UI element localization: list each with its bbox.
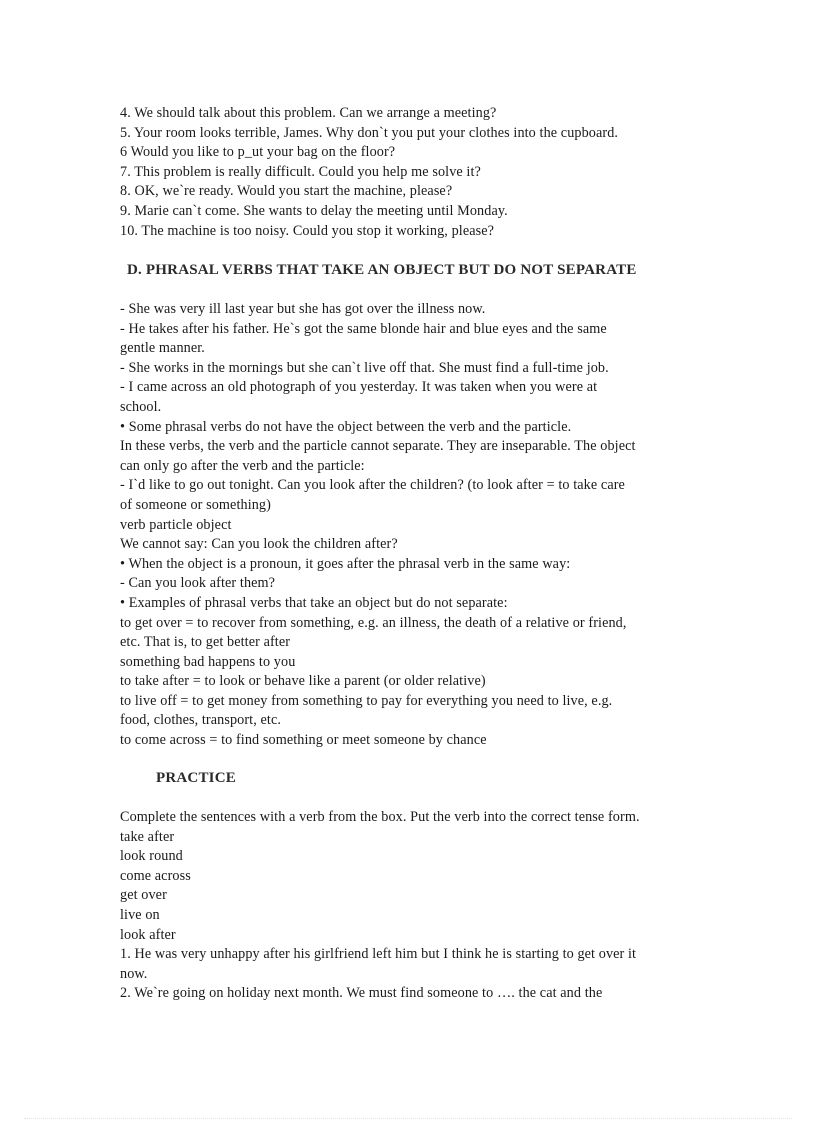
section-d-text-line: school. <box>120 398 162 415</box>
practice-text-line: now. <box>120 965 148 982</box>
exercise-sentence-line: 5. Your room looks terrible, James. Why don`t you put your clothes into the cupboard. <box>120 124 619 141</box>
practice-text-line: look round <box>120 848 183 865</box>
section-d-text-line: of someone or something) <box>120 496 271 513</box>
exercise-c-sentences <box>120 104 720 241</box>
section-d-text-line: etc. That is, to get better after <box>120 634 291 651</box>
section-d-text-line: can only go after the verb and the particle: <box>120 457 365 474</box>
exercise-sentence-line: 10. The machine is too noisy. Could you stop it working, please? <box>120 222 495 239</box>
section-d-text-line: - Can you look after them? <box>120 575 276 592</box>
practice-text-line: get over <box>120 887 167 904</box>
practice-text-line: take after <box>120 828 175 845</box>
section-d-text-line: to take after = to look or behave like a parent (or older relative) <box>120 673 486 690</box>
section-d-text-line: • When the object is a pronoun, it goes after the phrasal verb in the same way: <box>120 555 571 572</box>
section-d-text-line: - I came across an old photograph of you yesterday. It was taken when you were at <box>120 379 598 396</box>
section-d-text-line: verb particle object <box>120 516 232 533</box>
section-d-text-line: gentle manner. <box>120 340 205 357</box>
section-d-text-line: - I`d like to go out tonight. Can you look after the children? (to look after = to take care <box>120 477 625 494</box>
section-d-text-line: • Some phrasal verbs do not have the object between the verb and the particle. <box>120 418 572 435</box>
section-d-text-line: to live off = to get money from something to pay for everything you need to live, e.g. <box>120 692 613 709</box>
practice-heading: PRACTICE <box>156 770 236 786</box>
section-d-text-line: - He takes after his father. He`s got the same blonde hair and blue eyes and the same <box>120 320 607 337</box>
section-d-text-line: In these verbs, the verb and the particle cannot separate. They are inseparable. The object <box>120 438 636 455</box>
section-d-text-line: - She was very ill last year but she has got over the illness now. <box>120 301 486 317</box>
practice-body <box>120 808 720 1004</box>
section-d-text-line: to get over = to recover from something, e.g. an illness, the death of a relative or friend, <box>120 614 627 631</box>
section-d-text-line: - She works in the mornings but she can`t live off that. She must find a full-time job. <box>120 359 609 376</box>
practice-text-line: look after <box>120 926 176 943</box>
exercise-sentence-line: 9. Marie can`t come. She wants to delay the meeting until Monday. <box>120 202 508 219</box>
exercise-sentence-line: 8. OK, we`re ready. Would you start the machine, please? <box>120 183 453 200</box>
section-d-body <box>120 300 720 751</box>
section-d-text-line: food, clothes, transport, etc. <box>120 712 281 729</box>
section-d-text-line: • Examples of phrasal verbs that take an object but do not separate: <box>120 594 508 611</box>
page-bottom-rule <box>24 1118 792 1119</box>
practice-text-line: Complete the sentences with a verb from the box. Put the verb into the correct tense form. <box>120 809 640 825</box>
section-d-text-line: We cannot say: Can you look the children after? <box>120 536 398 553</box>
practice-text-line: 2. We`re going on holiday next month. We must find someone to …. the cat and the <box>120 985 603 1002</box>
practice-text-line: live on <box>120 906 160 923</box>
exercise-sentence-line: 4. We should talk about this problem. Can we arrange a meeting? <box>120 105 497 121</box>
exercise-sentence-line: 6 Would you like to p_ut your bag on the floor? <box>120 144 396 161</box>
practice-text-line: 1. He was very unhappy after his girlfriend left him but I think he is starting to get over it <box>120 946 637 963</box>
section-d-text-line: something bad happens to you <box>120 653 296 670</box>
section-d-text-line: to come across = to find something or meet someone by chance <box>120 732 487 749</box>
practice-text-line: come across <box>120 867 191 884</box>
exercise-sentence-line: 7. This problem is really difficult. Could you help me solve it? <box>120 163 481 180</box>
section-d-heading: D. PHRASAL VERBS THAT TAKE AN OBJECT BUT DO NOT SEPARATE <box>127 262 637 278</box>
